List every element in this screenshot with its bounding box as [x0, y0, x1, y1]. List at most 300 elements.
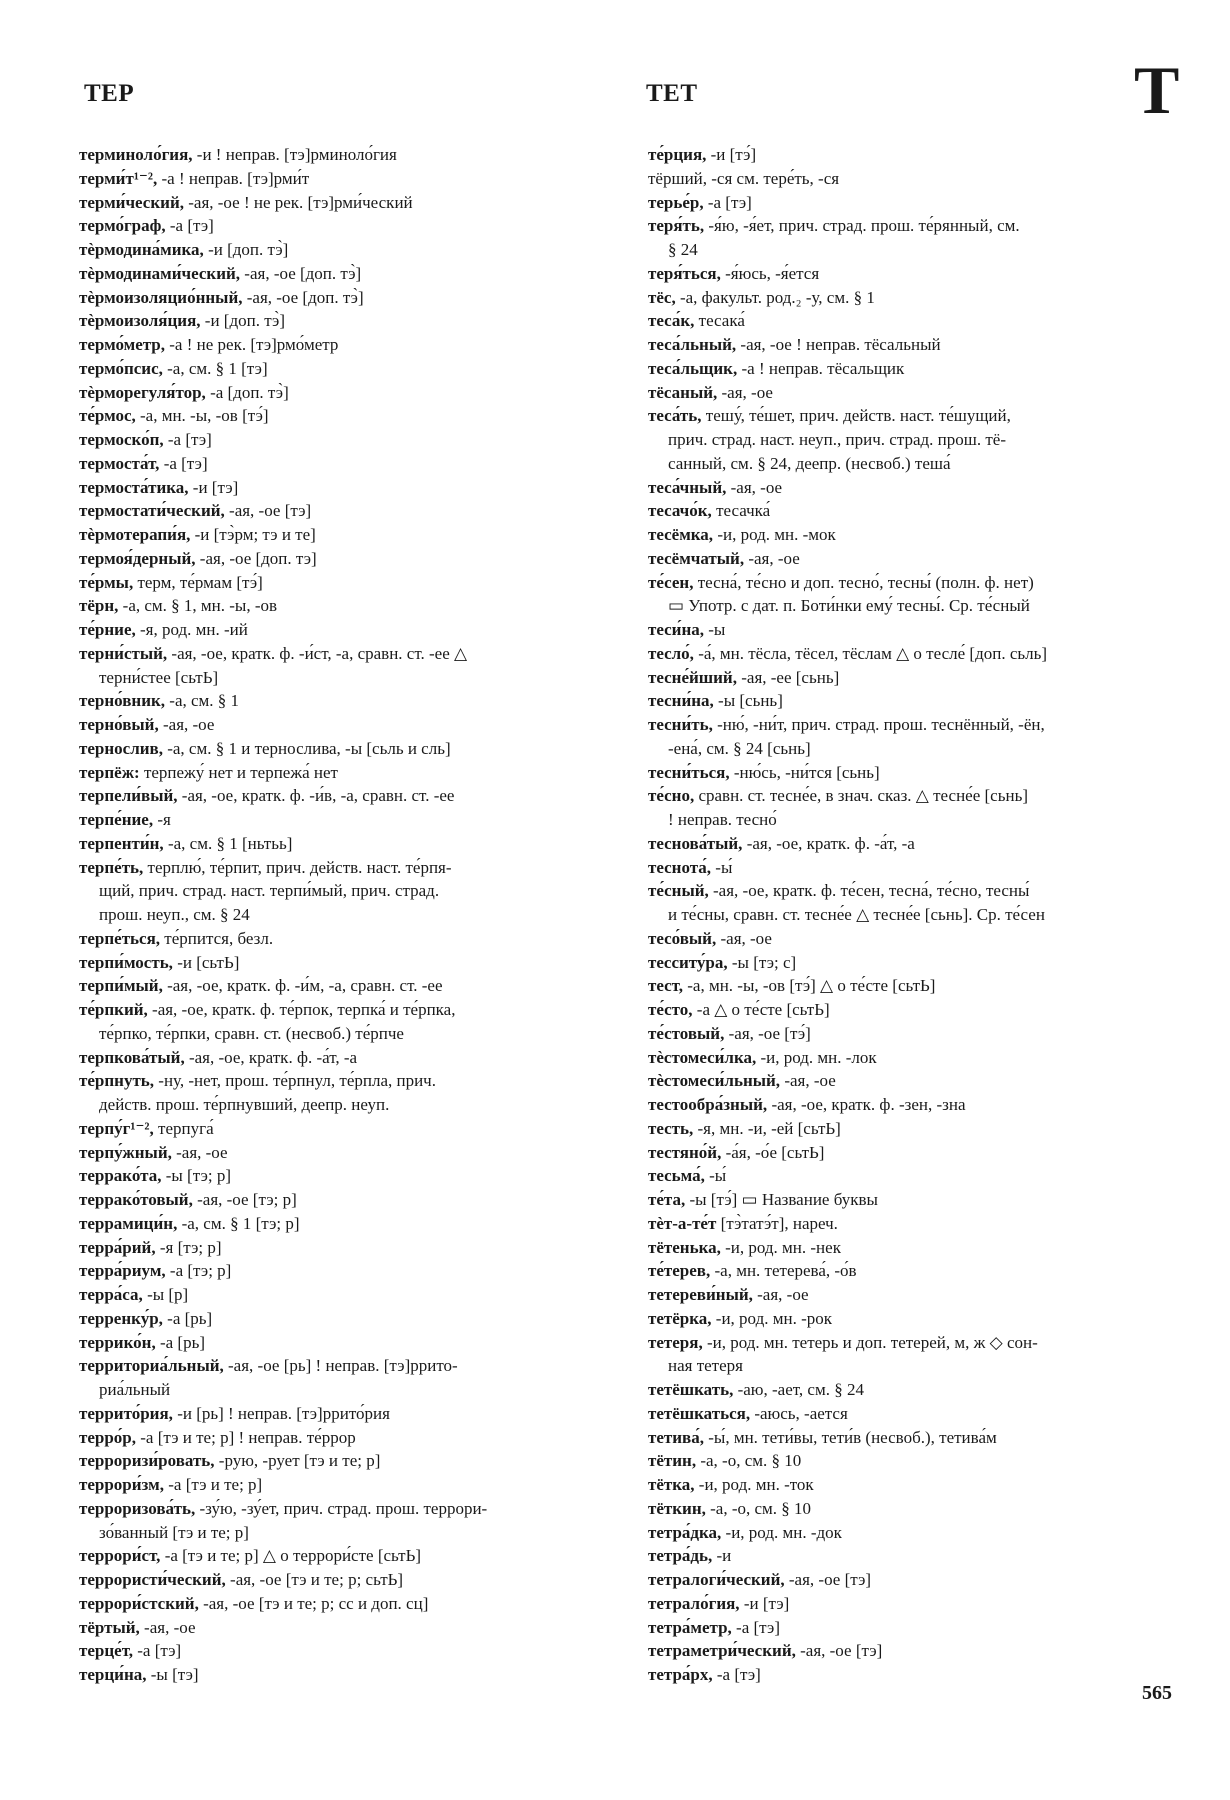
entry-body: -ая, -ое, кратк. ф. те́сен, тесна́, те́сно, тесны́: [708, 881, 1030, 901]
entry-headword: террори́ст,: [79, 1546, 161, 1566]
entry-body: -а, см. § 1 и тернослива, -ы [сьль и сль]: [162, 738, 451, 758]
entry-body: § 24: [668, 240, 698, 259]
entry-body: -а [доп. тэ̀]: [205, 382, 289, 402]
entry-body: те́рпится, безл.: [160, 928, 274, 948]
entry-body: -а [тэ]: [133, 1641, 182, 1661]
dictionary-entry-line: [648, 713, 1184, 737]
entry-headword: термоста́тика,: [79, 477, 189, 497]
dictionary-entry-line: [79, 974, 615, 998]
dictionary-entry-line: [648, 1212, 1184, 1236]
dictionary-entry-line: [79, 998, 615, 1022]
entry-body: -и ! неправ. [тэ]рминоло́гия: [192, 145, 397, 164]
running-head-left: ТЕР: [84, 80, 135, 107]
entry-headword: теси́на,: [648, 620, 704, 639]
dictionary-entry-line: [79, 452, 615, 476]
dictionary-entry-line: [648, 1568, 1184, 1592]
entry-headword: тетра́рх,: [648, 1665, 713, 1684]
entry-headword: террако́товый,: [79, 1190, 193, 1209]
dictionary-entry-line: [648, 1639, 1184, 1663]
entry-headword: терра́рий,: [79, 1237, 156, 1257]
entry-body: -ая, -ое, кратк. ф. -и́ст, -а, сравн. ст. -ее △: [167, 643, 468, 663]
entry-headword: тетралоги́ческий,: [648, 1570, 785, 1589]
entry-headword: тесне́йший,: [648, 667, 737, 687]
dictionary-entry-line: [79, 357, 615, 381]
entry-headword: термоско́п,: [79, 430, 164, 449]
entry-headword: терпе́ться,: [79, 928, 161, 948]
entry-headword: тетраметри́ческий,: [648, 1641, 796, 1661]
dictionary-entry-line: [648, 1307, 1184, 1331]
entry-body: -а, см. § 1, мн. -ы, -ов: [118, 596, 278, 616]
entry-body: -а ! неправ. [тэ]рми́т: [157, 168, 310, 188]
entry-body: тесака́: [694, 311, 745, 331]
entry-headword: тесло́,: [648, 643, 694, 663]
entry-headword: те́сен,: [648, 572, 694, 592]
entry-body: -и [тэ́]: [706, 145, 757, 164]
entry-headword: террико́н,: [79, 1332, 156, 1352]
entry-headword: тетёшкать,: [648, 1380, 734, 1399]
dictionary-entry-line: [79, 927, 615, 951]
dictionary-entry-line: [79, 381, 615, 405]
entry-headword: террако́та,: [79, 1166, 162, 1186]
dictionary-entry-line: [648, 143, 1184, 167]
dictionary-entry-line: [648, 476, 1184, 500]
dictionary-entry-line: [648, 1473, 1184, 1497]
dictionary-entry-line: [648, 1259, 1184, 1283]
entry-body: -ая, -ое: [780, 1071, 836, 1091]
entry-headword: террито́рия,: [79, 1403, 173, 1423]
dictionary-entry-line: [79, 1449, 615, 1473]
entry-body: зо́ванный [тэ и те; р]: [99, 1522, 249, 1542]
entry-body: -а [тэ]: [703, 192, 752, 212]
dictionary-entry-line: [648, 1544, 1184, 1568]
entry-body: -ы [сьнь]: [713, 691, 783, 711]
dictionary-entry-line: [648, 404, 1184, 428]
entry-headword: те́сто,: [648, 1000, 693, 1019]
entry-body: -и [сьтЬ]: [172, 952, 240, 972]
dictionary-entry-line: [648, 499, 1184, 523]
dictionary-entry-line: [648, 191, 1184, 215]
entry-headword: тесни́на,: [648, 691, 714, 711]
entry-headword: терроризова́ть,: [79, 1498, 196, 1518]
dictionary-entry-line: [648, 1449, 1184, 1473]
entry-headword: терце́т,: [79, 1641, 134, 1661]
entry-headword: термо́псис,: [79, 358, 163, 378]
entry-body: -ая, -ое ! не рек. [тэ]рми́ческий: [184, 192, 413, 212]
entry-body: -и [тэ]: [188, 477, 239, 497]
entry-headword: теснота́,: [648, 857, 712, 877]
entry-body: действ. прош. те́рпнувший, деепр. неуп.: [99, 1095, 390, 1114]
dictionary-entry-line: [79, 1236, 615, 1260]
entry-headword: тест,: [648, 976, 683, 996]
entry-headword: терми́т¹⁻²,: [79, 168, 158, 188]
entry-headword: терра́са,: [79, 1285, 143, 1304]
entry-body: -а [тэ и те; р] △ о террори́сте [сьтЬ]: [160, 1546, 421, 1566]
entry-headword: термоста́т,: [79, 453, 160, 473]
entry-headword: терно́вый,: [79, 715, 159, 734]
dictionary-entry-line: [648, 1521, 1184, 1545]
entry-headword: те́рмы,: [79, 572, 134, 592]
dictionary-entry-line: [79, 428, 615, 452]
entry-body: -ая, -ое [тэ́]: [724, 1023, 811, 1043]
dictionary-entry-line: [79, 309, 615, 333]
dictionary-entry-line: [648, 594, 1184, 618]
dictionary-entry-line: [648, 1093, 1184, 1117]
dictionary-entry-line: [648, 974, 1184, 998]
dictionary-entry-line: [79, 737, 615, 761]
entry-headword: те́рция,: [648, 145, 707, 164]
dictionary-entry-line: [648, 1592, 1184, 1616]
entry-body: -и [тэ̀рм; тэ и те]: [190, 525, 316, 544]
entry-headword: тестяно́й,: [648, 1142, 722, 1162]
dictionary-entry-line: [648, 1354, 1184, 1378]
entry-body: тесна́, те́сно и доп. тесно́, тесны́ (полн. ф. нет): [693, 572, 1034, 592]
entry-body: -и, род. мн. -ток: [694, 1475, 814, 1494]
entry-headword: терье́р,: [648, 192, 704, 212]
entry-body: -ая, -ое: [717, 382, 773, 402]
dictionary-entry-line: [79, 832, 615, 856]
entry-body: -а ! не рек. [тэ]рмо́метр: [165, 335, 339, 354]
entry-body: -ну, -нет, прош. те́рпнул, те́рпла, прич.: [154, 1071, 436, 1091]
entry-body: -а́я, -о́е [сьтЬ]: [721, 1142, 825, 1162]
dictionary-entry-line: [648, 1331, 1184, 1355]
dictionary-entry-line: [79, 1093, 615, 1117]
dictionary-entry-line: [79, 1141, 615, 1165]
entry-headword: тесачо́к,: [648, 501, 712, 521]
entry-body: -а ! неправ. тёсальщик: [737, 358, 905, 378]
dictionary-entry-line: [79, 1639, 615, 1663]
entry-headword: тетрало́гия,: [648, 1593, 740, 1613]
dictionary-entry-line: [648, 1046, 1184, 1070]
entry-body: сравн. ст. тесне́е, в знач. сказ. △ тесне́е [сьнь]: [694, 786, 1028, 806]
entry-body: -аю, -ает, см. § 24: [733, 1380, 864, 1399]
dictionary-entry-line: [79, 1354, 615, 1378]
dictionary-entry-line: [648, 452, 1184, 476]
dictionary-entry-line: [79, 1046, 615, 1070]
dictionary-entry-line: [648, 879, 1184, 903]
entry-body: -и, род. мн. -рок: [711, 1308, 832, 1328]
entry-headword: терренку́р,: [79, 1308, 163, 1328]
dictionary-entry-line: [648, 1188, 1184, 1212]
dictionary-entry-line: [79, 1283, 615, 1307]
dictionary-entry-line: [79, 1497, 615, 1521]
entry-body: -ая, -ое: [139, 1617, 196, 1637]
entry-body: прош. неуп., см. § 24: [99, 905, 250, 924]
right-column: [648, 143, 1184, 1687]
dictionary-entry-line: [79, 1259, 615, 1283]
entry-body: ! неправ. тесно́: [668, 810, 777, 829]
dictionary-entry-line: [79, 286, 615, 310]
entry-body: -а [тэ]: [159, 453, 208, 473]
entry-body: -ая, -ое: [744, 548, 800, 568]
dictionary-entry-line: [79, 523, 615, 547]
dictionary-entry-line: [79, 1473, 615, 1497]
entry-headword: термо́граф,: [79, 216, 166, 236]
dictionary-entry-line: [79, 879, 615, 903]
dictionary-entry-line: [648, 214, 1184, 238]
entry-headword: тернослив,: [79, 738, 163, 758]
entry-body: -ая, -ое, кратк. ф. -и́м, -а, сравн. ст. -ее: [162, 976, 443, 996]
entry-headword: тетра́дь,: [648, 1546, 713, 1566]
entry-headword: тесо́вый,: [648, 928, 717, 948]
entry-headword: терпёж:: [79, 762, 140, 782]
entry-headword: террористи́ческий,: [79, 1570, 226, 1589]
dictionary-entry-line: [648, 1402, 1184, 1426]
entry-headword: терпенти́н,: [79, 833, 164, 853]
dictionary-entry-line: [648, 1663, 1184, 1687]
entry-body: [тэ̀татэ́т], нареч.: [716, 1213, 838, 1233]
entry-body: ная тетеря: [668, 1356, 743, 1376]
entry-body: -я, мн. -и, -ей [сьтЬ]: [693, 1118, 841, 1138]
dictionary-entry-line: [648, 737, 1184, 761]
dictionary-entry-line: [79, 262, 615, 286]
entry-body: -ая, -ое: [726, 477, 783, 497]
dictionary-entry-line: [79, 1212, 615, 1236]
dictionary-entry-line: [79, 1521, 615, 1545]
dictionary-entry-line: [648, 571, 1184, 595]
dictionary-entry-line: [79, 191, 615, 215]
entry-body: -а [рь]: [155, 1332, 206, 1352]
entry-body: риа́льный: [99, 1380, 171, 1399]
entry-body: -а́, мн. тёсла, тёсел, тёслам △ о тесле́ [доп. сьль]: [693, 643, 1048, 663]
dictionary-entry-line: [648, 1497, 1184, 1521]
entry-body: -а, мн. -ы, -ов [тэ́]: [135, 406, 269, 426]
entry-headword: тётенька,: [648, 1237, 721, 1257]
entry-headword: терми́ческий,: [79, 192, 184, 212]
entry-body: -я́юсь, -я́ется: [720, 263, 820, 283]
entry-headword: тесни́ться,: [648, 762, 730, 782]
entry-headword: терра́риум,: [79, 1261, 166, 1281]
dictionary-entry-line: [79, 1663, 615, 1687]
entry-headword: теря́ть,: [648, 216, 705, 236]
dictionary-entry-line: [648, 951, 1184, 975]
dictionary-entry-line: [648, 262, 1184, 286]
entry-headword: тесни́ть,: [648, 715, 713, 734]
entry-headword: теса́ть,: [648, 406, 702, 426]
entry-body: терплю́, те́рпит, прич. действ. наст. те́рпя-: [143, 857, 452, 877]
entry-body: -ая, -ое ! неправ. тёсальный: [736, 335, 941, 354]
entry-body: тёрший, -ся см. тере́ть, -ся: [648, 168, 840, 188]
dictionary-entry-line: [79, 1544, 615, 1568]
entry-headword: тётин,: [648, 1451, 697, 1471]
dictionary-entry-line: [648, 357, 1184, 381]
entry-body: те́рпко, те́рпки, сравн. ст. (несвоб.) те́рпче: [99, 1023, 404, 1043]
dictionary-entry-line: [79, 1426, 615, 1450]
dictionary-entry-line: [648, 618, 1184, 642]
entry-headword: тетеря,: [648, 1332, 703, 1352]
entry-headword: территориа́льный,: [79, 1356, 224, 1376]
entry-headword: теса́чный,: [648, 477, 727, 497]
entry-headword: терпе́ние,: [79, 810, 154, 829]
dictionary-entry-line: [79, 618, 615, 642]
entry-body: -ню́сь, -ни́тся [сьнь]: [729, 762, 880, 782]
dictionary-entry-line: [79, 404, 615, 428]
entry-headword: тѐт-а-те́т: [648, 1213, 717, 1233]
entry-headword: тетра́метр,: [648, 1617, 732, 1637]
entry-headword: тѐрмодинами́ческий,: [79, 263, 241, 283]
entry-body: -ы [тэ]: [146, 1665, 199, 1684]
dictionary-entry-line: [648, 1069, 1184, 1093]
entry-body: щий, прич. страд. наст. терпи́мый, прич. страд.: [99, 881, 440, 901]
entry-body: -а, -о, см. § 10: [696, 1451, 802, 1471]
entry-body: терм, те́рмам [тэ́]: [133, 572, 263, 592]
entry-headword: тесёмчатый,: [648, 548, 745, 568]
entry-body: и те́сны, сравн. ст. тесне́е △ тесне́е [сьнь]. Ср. те́сен: [668, 905, 1045, 924]
dictionary-entry-line: [648, 689, 1184, 713]
entry-headword: терпкова́тый,: [79, 1047, 185, 1067]
entry-headword: те́стовый,: [648, 1023, 725, 1043]
entry-body: -и: [712, 1546, 732, 1566]
dictionary-entry-line: [648, 381, 1184, 405]
entry-body: -рую, -рует [тэ и те; р]: [214, 1451, 381, 1471]
dictionary-entry-line: [79, 1378, 615, 1402]
dictionary-entry-line: [79, 499, 615, 523]
dictionary-entry-line: [648, 1164, 1184, 1188]
entry-body: -ы́, мн. тети́вы, тети́в (несвоб.), тетива́м: [703, 1427, 997, 1447]
entry-headword: тетёрка,: [648, 1308, 712, 1328]
entry-headword: тѐстомеси́льный,: [648, 1071, 781, 1091]
entry-body: -я [тэ; р]: [155, 1237, 222, 1257]
dictionary-entry-line: [79, 1592, 615, 1616]
entry-headword: терминоло́гия,: [79, 145, 193, 164]
dictionary-entry-line: [648, 1426, 1184, 1450]
entry-body: -а [тэ и те; р] ! неправ. те́ррор: [136, 1427, 356, 1447]
entry-headword: терпели́вый,: [79, 786, 178, 806]
entry-headword: те́рмос,: [79, 406, 136, 426]
dictionary-entry-line: [79, 571, 615, 595]
entry-headword: терно́вник,: [79, 691, 166, 711]
entry-headword: террори́стский,: [79, 1593, 199, 1613]
entry-headword: те́сный,: [648, 881, 709, 901]
entry-body: -ая, -ое, кратк. ф. -а́т, -а: [184, 1047, 358, 1067]
entry-body: -ая, -ое [доп. тэ̀]: [242, 287, 364, 307]
entry-headword: тетива́,: [648, 1427, 704, 1447]
entry-body: -а, мн. тетерева́, -о́в: [710, 1261, 857, 1281]
entry-body: -ню́, -ни́т, прич. страд. прош. теснённый, -ён,: [712, 715, 1045, 734]
entry-headword: тетра́дка,: [648, 1522, 722, 1542]
entry-body: -ы́: [704, 1166, 727, 1186]
entry-body: -а, факульт. род.₂ -у, см. § 1: [675, 287, 875, 307]
dictionary-entry-line: [79, 1117, 615, 1141]
entry-headword: тёрн,: [79, 596, 119, 616]
entry-headword: те́рпкий,: [79, 1000, 148, 1019]
dictionary-entry-line: [648, 998, 1184, 1022]
dictionary-entry-line: [648, 286, 1184, 310]
entry-headword: тёртый,: [79, 1617, 140, 1637]
dictionary-entry-line: [648, 167, 1184, 191]
dictionary-entry-line: [648, 1236, 1184, 1260]
entry-headword: тѐстомеси́лка,: [648, 1047, 757, 1067]
section-letter: Т: [1134, 52, 1180, 128]
left-column: [79, 143, 615, 1687]
entry-body: -ая, -ое [рь] ! неправ. [тэ]ррито-: [223, 1356, 458, 1376]
entry-body: тесачка́: [711, 501, 771, 521]
entry-body: терпежу́ нет и терпежа́ нет: [139, 762, 338, 782]
entry-headword: тёткин,: [648, 1498, 706, 1518]
entry-body: -а [тэ]: [163, 430, 212, 449]
entry-headword: теснова́тый,: [648, 833, 743, 853]
dictionary-entry-line: [79, 547, 615, 571]
entry-body: -а, -о, см. § 10: [705, 1498, 812, 1518]
entry-headword: терпу́г¹⁻²,: [79, 1118, 154, 1138]
entry-headword: терпи́мость,: [79, 952, 173, 972]
entry-body: -ая, -ое [тэ]: [224, 501, 312, 521]
entry-headword: те́сно,: [648, 786, 695, 806]
entry-headword: теса́льщик,: [648, 358, 738, 378]
entry-body: -ы [тэ; р]: [161, 1166, 231, 1186]
entry-body: -зу́ю, -зу́ет, прич. страд. прош. террори-: [195, 1498, 488, 1518]
dictionary-entry-line: [648, 1117, 1184, 1141]
entry-body: -ая, -ое [доп. тэ̀]: [240, 263, 362, 283]
entry-body: -ая, -ое: [158, 715, 215, 734]
dictionary-entry-line: [79, 784, 615, 808]
entry-headword: те́рпнуть,: [79, 1071, 155, 1091]
dictionary-entry-line: [79, 333, 615, 357]
dictionary-entry-line: [648, 832, 1184, 856]
dictionary-entry-line: [648, 523, 1184, 547]
dictionary-entry-line: [648, 856, 1184, 880]
entry-body: ▭ Употр. с дат. п. Боти́нки ему́ тесны́. Ср. те́сный: [668, 596, 1030, 616]
dictionary-entry-line: [648, 927, 1184, 951]
entry-body: -аюсь, -ается: [750, 1403, 848, 1423]
dictionary-entry-line: [79, 1331, 615, 1355]
dictionary-entry-line: [79, 214, 615, 238]
entry-body: -и [доп. тэ̀]: [200, 311, 286, 331]
entry-headword: терпе́ть,: [79, 857, 144, 877]
entry-body: -и, род. мн. -док: [721, 1522, 842, 1542]
dictionary-entry-line: [79, 1402, 615, 1426]
dictionary-entry-line: [648, 666, 1184, 690]
entry-headword: тётка,: [648, 1475, 695, 1494]
dictionary-entry-line: [648, 903, 1184, 927]
dictionary-entry-line: [79, 856, 615, 880]
dictionary-entry-line: [79, 951, 615, 975]
dictionary-entry-line: [648, 808, 1184, 832]
entry-headword: теса́льный,: [648, 335, 737, 354]
entry-body: -ая, -ое [тэ и те; р; сс и доп. сц]: [198, 1593, 429, 1613]
entry-body: -и, род. мн. тетерь и доп. тетерей, м, ж ◇ сон-: [702, 1332, 1038, 1352]
entry-body: -а [тэ и те; р]: [163, 1475, 263, 1494]
dictionary-entry-line: [648, 428, 1184, 452]
entry-body: -ая, -ое [тэ]: [795, 1641, 883, 1661]
running-head-right: ТЕТ: [646, 80, 698, 107]
entry-headword: террори́зм,: [79, 1475, 164, 1494]
entry-headword: термостати́ческий,: [79, 501, 225, 521]
entry-headword: тесьма́,: [648, 1166, 705, 1186]
entry-headword: теcситу́ра,: [648, 952, 728, 972]
dictionary-entry-line: [648, 761, 1184, 785]
dictionary-entry-line: [648, 1022, 1184, 1046]
dictionary-entry-line: [648, 1378, 1184, 1402]
entry-headword: тетереви́ный,: [648, 1285, 753, 1304]
entry-headword: тѐрмоизоля́ция,: [79, 311, 201, 331]
dictionary-entry-line: [79, 761, 615, 785]
entry-headword: терни́стый,: [79, 643, 168, 663]
entry-body: -а [тэ]: [731, 1617, 780, 1637]
dictionary-entry-line: [648, 784, 1184, 808]
entry-body: -ая, -ое: [171, 1142, 228, 1162]
entry-body: -ая, -ое, кратк. ф. -а́т, -а: [742, 833, 915, 853]
entry-body: -а [тэ]: [165, 216, 214, 236]
entry-body: терпуга́: [153, 1118, 214, 1138]
entry-body: -а, мн. -ы, -ов [тэ́] △ о те́сте [сьтЬ]: [682, 976, 936, 996]
dictionary-entry-line: [648, 642, 1184, 666]
entry-body: -а, см. § 1 [тэ; р]: [177, 1213, 300, 1233]
dictionary-entry-line: [648, 547, 1184, 571]
entry-headword: терпу́жный,: [79, 1142, 172, 1162]
dictionary-entry-line: [79, 808, 615, 832]
entry-body: -ая, -ое, кратк. ф. -и́в, -а, сравн. ст. -ее: [177, 786, 455, 806]
dictionary-entry-line: [648, 309, 1184, 333]
